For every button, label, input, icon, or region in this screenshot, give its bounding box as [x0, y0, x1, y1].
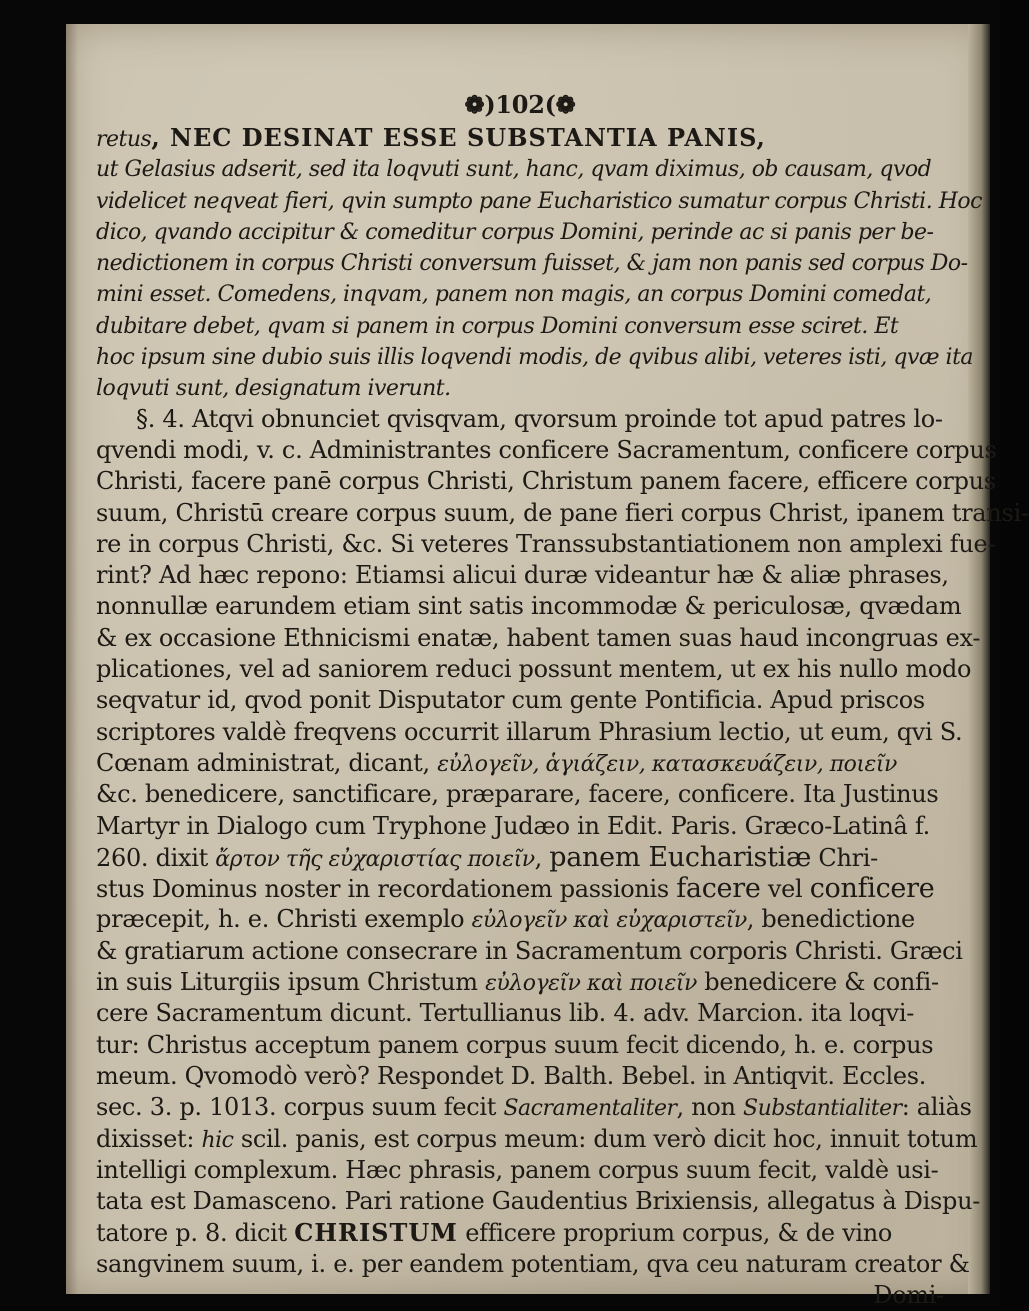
text-segment: sangvinem suum, i. e. per eandem potentiam, qva ceu naturam creator & [96, 1249, 970, 1278]
text-line [96, 341, 974, 372]
text-segment: stus Dominus noster in recordationem passionis [96, 875, 677, 904]
text-line [96, 873, 944, 904]
text-segment: tata est Damasceno. Pari ratione Gaudentius Brixiensis, allegatus à Dispu- [96, 1187, 981, 1216]
text-line [96, 1249, 970, 1280]
page-header: ❁)102(❁ [464, 90, 576, 119]
text-segment: tatore p. 8. dicit [96, 1219, 295, 1248]
text-segment: Martyr in Dialogo cum Tryphone Judæo in Edit. Paris. Græco-Latinâ f. [96, 811, 930, 840]
text-segment: facere [676, 873, 761, 905]
text-segment: vel [760, 875, 810, 904]
text-line [96, 372, 944, 403]
text-segment: Domi- [873, 1280, 944, 1309]
text-segment: : aliàs [901, 1093, 972, 1122]
text-line [96, 654, 972, 685]
text-segment: retus [96, 127, 152, 152]
text-line [96, 904, 944, 935]
text-line [96, 560, 949, 591]
text-line [96, 998, 944, 1029]
text-segment: benedicere & confi- [696, 968, 939, 997]
text-segment: rint? Ad hæc repono: Etiamsi alicui duræ videantur hæ & aliæ phrases, [96, 561, 949, 590]
text-segment: seqvatur id, qvod ponit Disputator cum gente Pontificia. Apud priscos [96, 686, 925, 715]
text-line [96, 936, 963, 967]
text-segment: εὐλογεῖν καὶ εὐχαριστεῖν [471, 908, 747, 934]
text-segment: Chri- [811, 843, 878, 872]
text-segment: 260. dixit [96, 843, 216, 872]
text-line [96, 466, 996, 497]
text-line [96, 435, 997, 466]
text-segment: panem Eucharistiæ [549, 841, 812, 873]
text-segment: re in corpus Christi, &c. Si veteres Transsubstantiationem non amplexi fue- [96, 529, 996, 558]
text-line [96, 1030, 944, 1061]
text-line [96, 1124, 978, 1155]
text-segment: dixisset: [96, 1124, 202, 1153]
text-line [96, 122, 944, 153]
text-segment: scil. panis, est corpus meum: dum verò dicit hoc, innuit totum [233, 1124, 978, 1153]
text-line [96, 685, 944, 716]
text-line [96, 967, 944, 998]
text-line [96, 153, 944, 184]
text-line [96, 310, 944, 341]
page-text [96, 88, 1029, 1311]
text-line [96, 185, 982, 216]
text-segment: , NEC DESINAT ESSE SUBSTANTIA PANIS, [151, 123, 766, 152]
text-segment: & ex occasione Ethnicismi enatæ, habent tamen suas haud incongruas ex- [96, 623, 981, 652]
text-line [96, 623, 981, 654]
text-line [96, 1280, 944, 1311]
text-segment: & gratiarum actione consecrare in Sacramentum corporis Christi. Græci [96, 936, 963, 965]
text-segment: efficere proprium corpus, & de vino [457, 1219, 893, 1248]
text-segment: præcepit, h. e. Christi exemplo [96, 905, 472, 934]
text-line [96, 842, 944, 873]
text-segment: εὐλογεῖν καὶ ποιεῖν [485, 971, 697, 997]
text-segment: hoc ipsum sine dubio suis illis loqvendi modis, de qvibus alibi, veteres isti, qvæ ita [96, 345, 974, 371]
text-segment: meum. Qvomodò verò? Respondet D. Balth. Bebel. in Antiqvit. Eccles. [96, 1061, 927, 1090]
text-line [96, 717, 963, 748]
text-segment: scriptores valdè freqvens occurrit illarum Phrasium lectio, ut eum, qvi S. [96, 717, 963, 746]
text-lines [96, 122, 1029, 1311]
text-segment: loqvuti sunt, designatum iverunt. [96, 376, 451, 402]
text-segment: Sacramentaliter [503, 1096, 677, 1122]
text-segment: , benedictione [746, 905, 915, 934]
text-segment: dubitare debet, qvam si panem in corpus Domini conversum esse sciret. Et [96, 313, 899, 339]
text-line [96, 591, 962, 622]
text-line [96, 247, 968, 278]
text-segment: videlicet neqveat fieri, qvin sumpto pane Eucharistico sumatur corpus Christi. Hoc [96, 188, 982, 214]
text-segment: tur: Christus acceptum panem corpus suum fecit dicendo, h. e. corpus [96, 1030, 934, 1059]
text-segment: intelligi complexum. Hæc phrasis, panem corpus suum fecit, valdè usi- [96, 1155, 939, 1184]
text-segment: &c. benedicere, sanctificare, præparare, facere, conficere. Ita Justinus [96, 780, 939, 809]
text-segment: , non [676, 1093, 743, 1122]
text-line [96, 1092, 972, 1123]
text-line [96, 1217, 944, 1248]
text-segment: in suis Liturgiis ipsum Christum [96, 968, 486, 997]
text-line [96, 498, 1029, 529]
text-line [96, 529, 996, 560]
text-segment: nonnullæ earundem etiam sint satis incommodæ & periculosæ, qvædam [96, 592, 962, 621]
text-line [96, 748, 944, 779]
text-line [96, 404, 944, 435]
text-segment: Cœnam administrat, dicant, [96, 748, 438, 777]
text-segment: plicationes, vel ad saniorem reduci possunt mentem, ut ex his nullo modo [96, 655, 972, 684]
text-segment: Substantialiter [743, 1096, 902, 1122]
text-segment: , [534, 843, 550, 872]
text-line [96, 216, 944, 247]
text-line [96, 811, 944, 842]
text-segment: ut Gelasius adserit, sed ita loqvuti sunt, hanc, qvam diximus, ob causam, qvod [96, 157, 932, 183]
text-segment: ἄρτον τῆς εὐχαριστίας ποιεῖν [215, 846, 535, 872]
text-segment: nedictionem in corpus Christi conversum fuisset, & jam non panis sed corpus Do- [96, 251, 968, 277]
text-line [96, 1061, 944, 1092]
text-segment: qvendi modi, v. c. Administrantes conficere Sacramentum, conficere corpus [96, 435, 997, 464]
text-line [96, 1186, 981, 1217]
text-segment: suum, Christū creare corpus suum, de pane fieri corpus Christ, ipanem transi- [96, 498, 1029, 527]
text-segment: Christi, facere panē corpus Christi, Christum panem facere, efficere corpus [96, 467, 996, 496]
text-segment: hic [201, 1127, 234, 1153]
text-segment: CHRISTUM [294, 1218, 458, 1248]
text-line [96, 779, 944, 810]
text-segment: εὐλογεῖν, ἁγιάζειν, κατασκευάζειν, ποιεῖν [437, 751, 897, 777]
text-segment: §. 4. Atqvi obnunciet qvisqvam, qvorsum proinde tot apud patres lo- [136, 404, 943, 433]
text-segment: conficere [809, 873, 935, 905]
text-segment: sec. 3. p. 1013. corpus suum fecit [96, 1093, 504, 1122]
text-segment: mini esset. Comedens, inqvam, panem non magis, an corpus Domini comedat, [96, 282, 932, 308]
text-segment: dico, qvando accipitur & comeditur corpus Domini, perinde ac si panis per be- [96, 219, 934, 245]
page-gutter-shadow [66, 24, 78, 1294]
text-segment: cere Sacramentum dicunt. Tertullianus lib. 4. adv. Marcion. ita loqvi- [96, 999, 915, 1028]
text-line [96, 1155, 944, 1186]
text-line [96, 278, 944, 309]
